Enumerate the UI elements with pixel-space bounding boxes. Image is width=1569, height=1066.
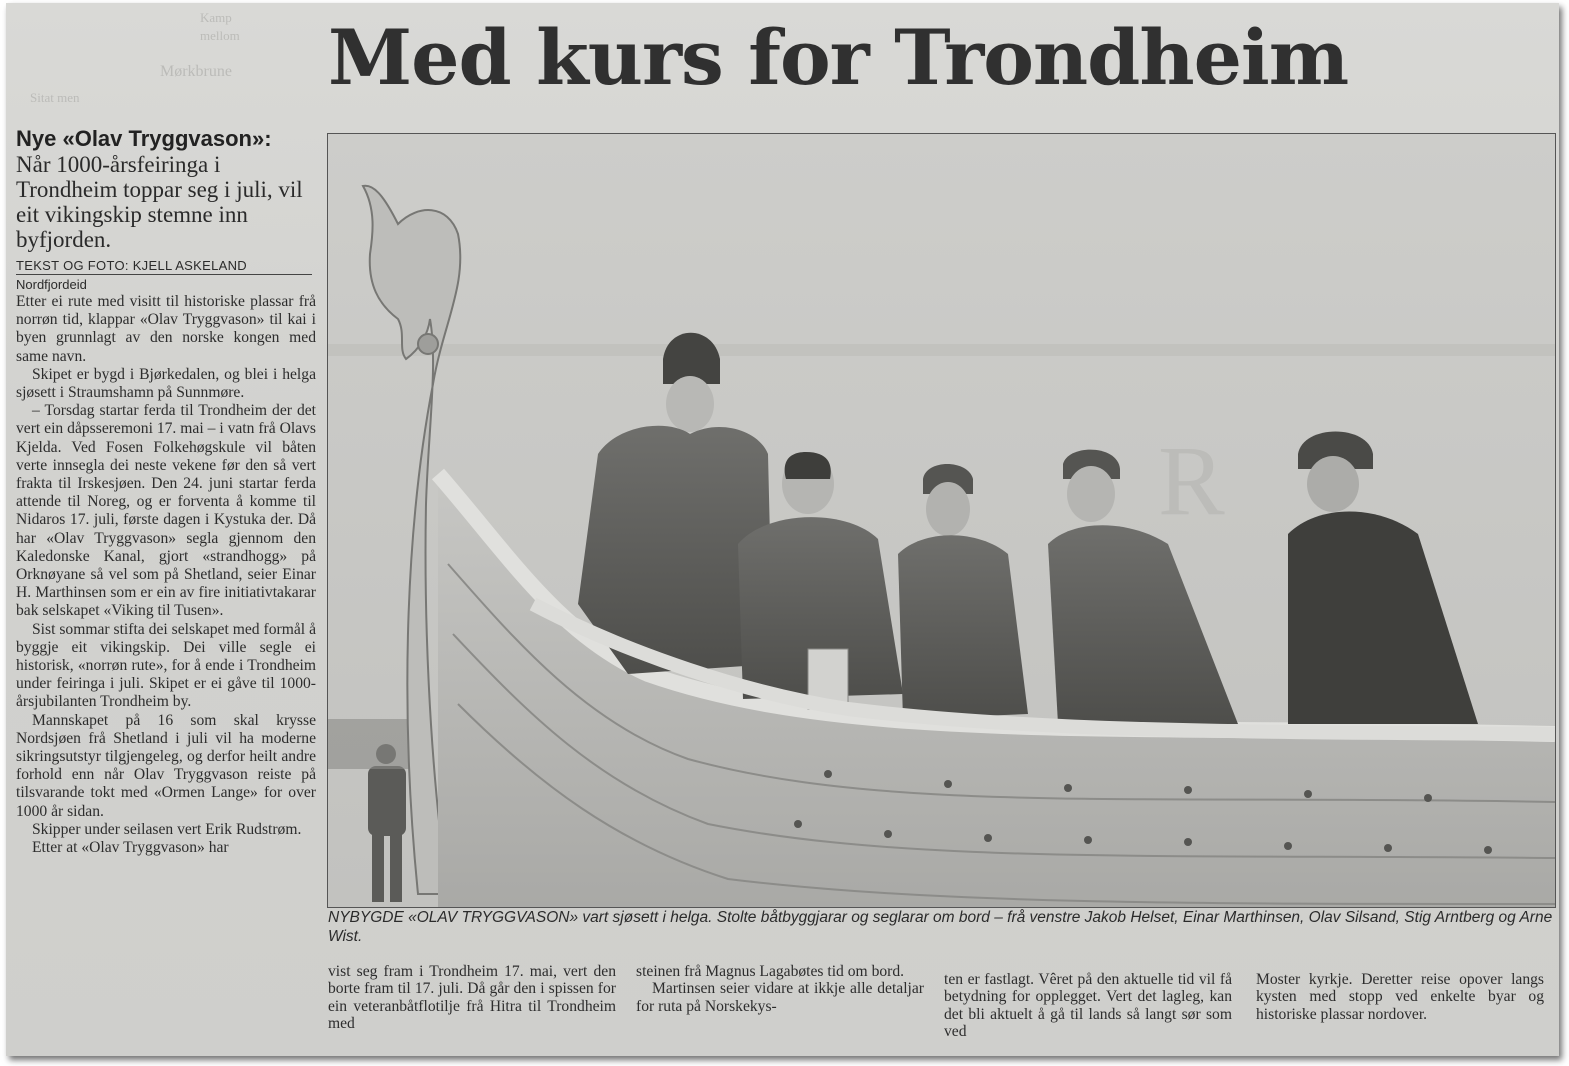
paragraph: Skipet er bygd i Bjørkedalen, og blei i helga sjøsett i Straumshamn på Sunnmøre. — [16, 365, 316, 402]
newspaper-clipping — [6, 3, 1559, 1056]
paragraph: Sist sommar stifta dei selskapet med formål å byggje eit vikingskip. Dei ville segle ei historisk, «norrøn rute», for å ende i Trondheim under feiringa i juli. Skipet er ei gåve til 1000-årsjubilanten Trondheim by. — [16, 620, 316, 711]
paragraph: Mannskapet på 16 som skal krysse Nordsjøen frå Shetland i juli vil ha moderne sikringsutstyr tilgjengeleg, og derfor heilt andre forhold enn når Olav Tryggvason reiste på tilsvarande tokt med «Ormen Lange» for over 1000 år sidan. — [16, 711, 316, 820]
photo-illustration — [328, 134, 1555, 907]
viking-ship-photo — [327, 133, 1556, 908]
headline: Med kurs for Trondheim — [328, 13, 1349, 102]
paragraph: – Torsdag startar ferda til Trondheim der det vert ein dåpsseremoni 17. mai – i vatn frå Olavs Kjelda. Ved Fosen Folkehøgskule vil båten verte innsegla dei neste vekene før den så vert frakta til Irskesjøen. Den 24. juni startar ferda attende til Noreg, og er forventa å komme til Nidaros 17. juli, første dagen i Kystuka der. Då har «Olav Tryggvason» segla gjennom den Kaledonske Kanal, gjort «strandhogg» på Orknøyane så vel som på Shetland, seier Einar H. Marthinsen som er ein av fire initiativtakarar bak selskapet «Viking til Tusen». — [16, 402, 316, 620]
paragraph: ten er fastlagt. Vêret på den aktuelle tid vil få betydning for opplegget. Vert det lagleg, kan det bli aktuelt å gå til lands så langt sør som ved — [944, 971, 1232, 1041]
paragraph: Moster kyrkje. Deretter reise opover langs kysten med stopp ved enkelte byar og historiske plassar nordover. — [1256, 971, 1544, 1023]
ghost-line: Kamp mellom — [200, 10, 240, 43]
paragraph: Etter at «Olav Tryggvason» har — [32, 839, 229, 857]
ghost-line: Mørkbrune — [160, 63, 232, 80]
byline: TEKST OG FOTO: KJELL ASKELAND — [16, 258, 312, 275]
dateline-place: Nordfjordeid — [16, 277, 87, 292]
paragraph: steinen frå Magnus Lagabøtes tid om bord. — [636, 963, 905, 980]
paragraph: Skipper under seilasen vert Erik Rudstrøm. — [32, 820, 302, 838]
body-column-4 — [944, 971, 1232, 1041]
body-column-1 — [16, 293, 316, 857]
bleed-through-text — [10, 3, 255, 118]
lead-paragraph: Når 1000-årsfeiringa i Trondheim toppar seg i juli, vil eit vikingskip stemne inn byfjorden. — [16, 152, 303, 252]
kicker: Nye «Olav Tryggvason»: — [16, 126, 272, 151]
body-column-5 — [1256, 971, 1544, 1023]
svg-text:R: R — [1158, 425, 1225, 536]
body-column-3 — [636, 963, 924, 1015]
paragraph: vist seg fram i Trondheim 17. mai, vert den borte fram til 17. juli. Då går den i spissen for ein veteranbåtflotilje frå Hitra til Trondheim med — [328, 963, 616, 1033]
paragraph: Martinsen seier vidare at ikkje alle detaljar for ruta på Norskekys- — [636, 980, 924, 1015]
paragraph: Etter ei rute med visitt til historiske plassar frå norrøn tid, klappar «Olav Tryggvason» til kai i byen grunnlagt av den norske kongen med same navn. — [16, 293, 316, 365]
body-column-2 — [328, 963, 616, 1033]
ghost-line: Sitat men — [30, 90, 80, 105]
lead-column — [16, 126, 316, 857]
photo-caption: NYBYGDE «OLAV TRYGGVASON» vart sjøsett i helga. Stolte båtbyggjarar og seglarar om bord – frå venstre Jakob Helset, Einar Marthinsen, Olav Silsand, Stig Arntberg og Arne Wist. — [328, 909, 1553, 945]
